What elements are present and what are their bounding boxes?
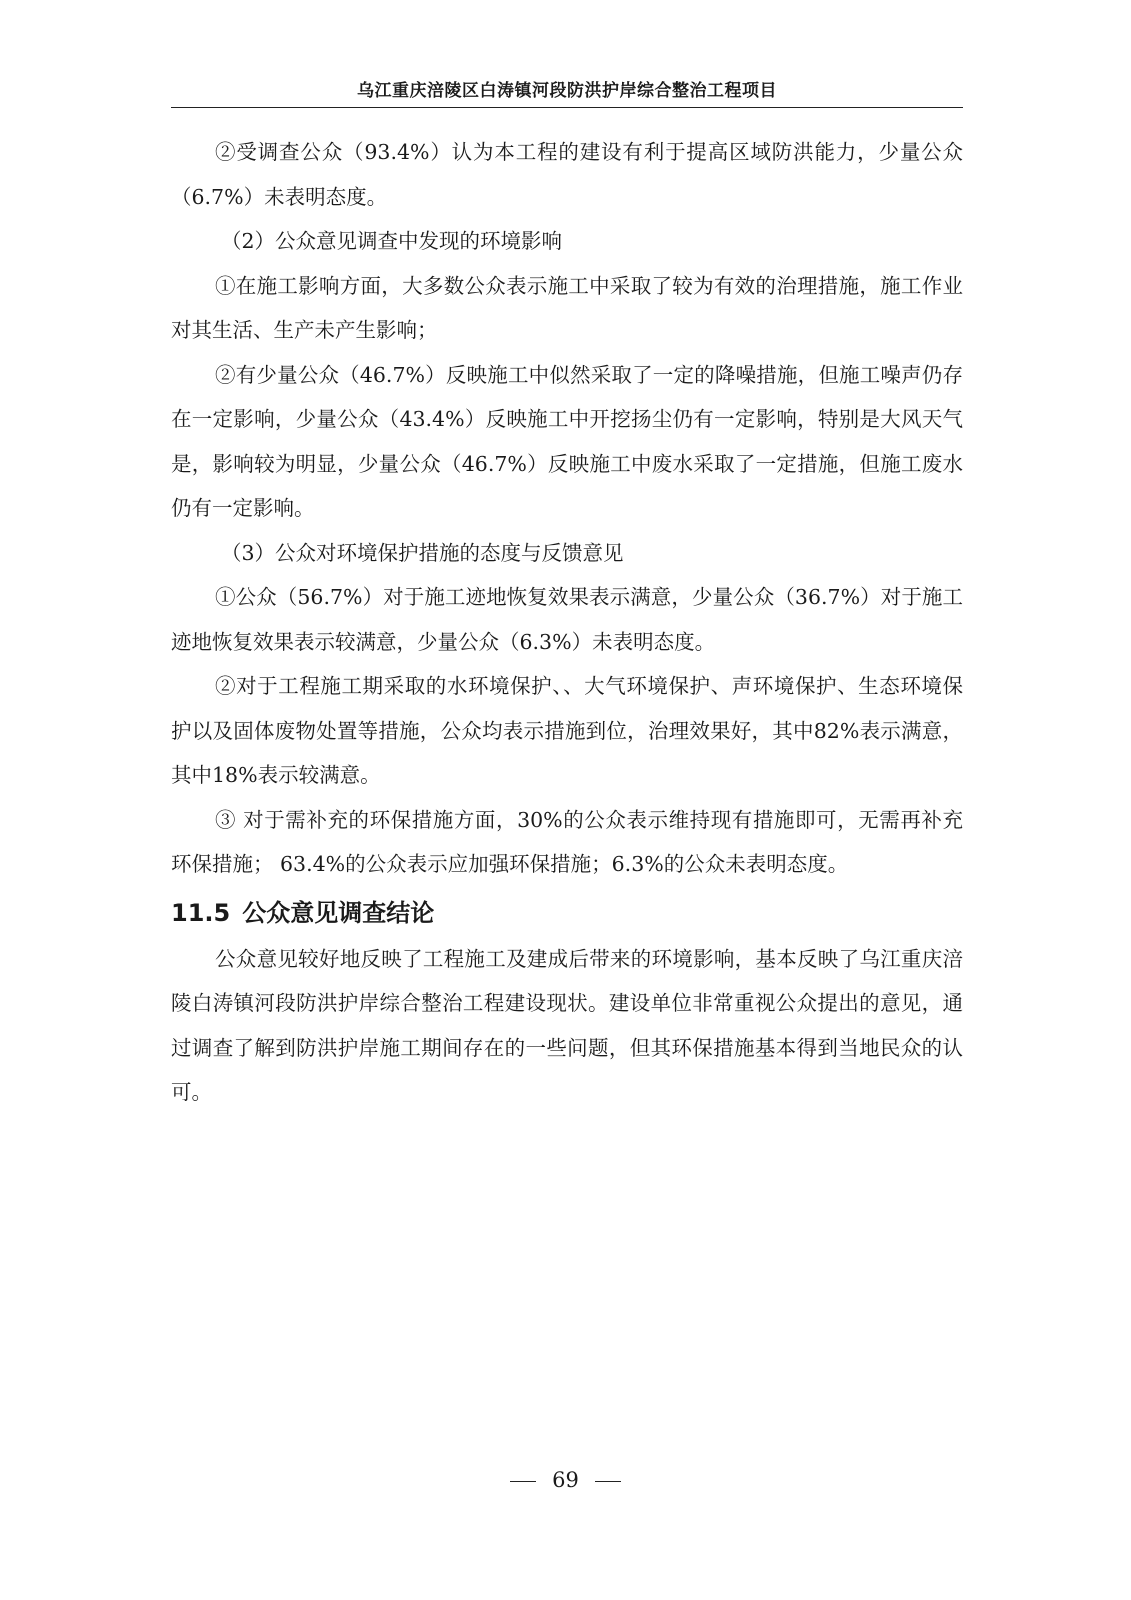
body-paragraph: ②受调查公众（93.4%）认为本工程的建设有利于提高区域防洪能力，少量公众（6.7%）未表明态度。 <box>171 140 963 209</box>
section-title: 公众意见调查结论 <box>242 898 435 927</box>
body-paragraph: 公众意见较好地反映了工程施工及建成后带来的环境影响，基本反映了乌江重庆涪陵白涛镇河段防洪护岸综合整治工程建设现状。建设单位非常重视公众提出的意见，通过调查了解到防洪护岸施工期间存在的一些问题，但其环保措施基本得到当地民众的认可。 <box>171 946 963 1104</box>
section-number: 11.5 <box>171 898 231 927</box>
body-paragraph: ②对于工程施工期采取的水环境保护、、大气环境保护、声环境保护、生态环境保护以及固体废物处置等措施，公众均表示措施到位，治理效果好，其中82%表示满意，其中18%表示较满意。 <box>171 674 963 787</box>
body-paragraph: ①在施工影响方面，大多数公众表示施工中采取了较为有效的治理措施，施工作业对其生活、生产未产生影响； <box>171 273 963 342</box>
body-paragraph: ①公众（56.7%）对于施工迹地恢复效果表示满意，少量公众（36.7%）对于施工迹地恢复效果表示较满意，少量公众（6.3%）未表明态度。 <box>171 585 963 654</box>
page-number: 69 <box>552 1468 579 1492</box>
header-rule <box>171 107 963 108</box>
paragraphs-before-section <box>171 130 963 887</box>
paragraphs-after-section <box>171 937 963 1115</box>
body-paragraph: ②有少量公众（46.7%）反映施工中似然采取了一定的降噪措施，但施工噪声仍存在一定影响，少量公众（43.4%）反映施工中开挖扬尘仍有一定影响，特别是大风天气是，影响较为明显，少量公众（46.7%）反映施工中废水采取了一定措施，但施工废水仍有一定影响。 <box>171 362 963 520</box>
section-heading <box>171 887 963 937</box>
page-header-title: 乌江重庆涪陵区白涛镇河段防洪护岸综合整治工程项目 <box>357 81 777 101</box>
body-paragraph: （2）公众意见调查中发现的环境影响 <box>221 229 563 253</box>
page-content <box>171 130 963 1115</box>
footer-dash-left <box>510 1481 536 1482</box>
body-paragraph: （3）公众对环境保护措施的态度与反馈意见 <box>221 540 624 565</box>
page-footer <box>0 1468 1131 1492</box>
body-paragraph: ③ 对于需补充的环保措施方面，30%的公众表示维持现有措施即可，无需再补充环保措施； 63.4%的公众表示应加强环保措施；6.3%的公众未表明态度。 <box>171 807 963 876</box>
footer-dash-right <box>595 1481 621 1482</box>
